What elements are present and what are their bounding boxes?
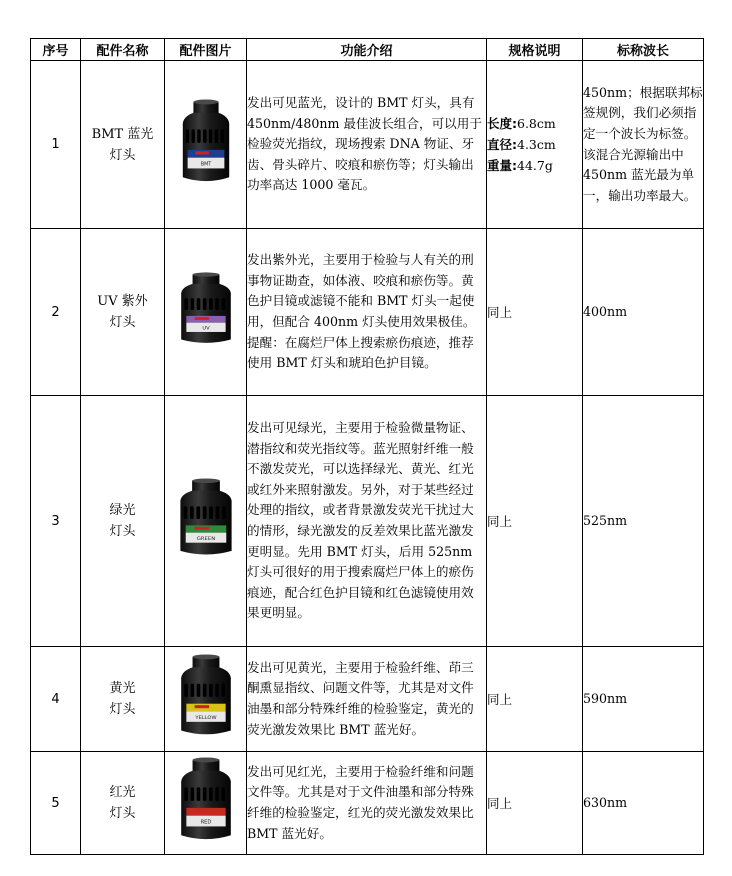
function-text: 发出可见黄光，主要用于检验纤维、茚三酮熏显指纹、问题文件等，尤其是对文件油墨和部分特殊纤维的检验鉴定，黄光的荧光激发效果比 BMT 蓝光好。 [247, 647, 487, 752]
spec-value: 4.3cm [517, 137, 556, 152]
table-row [31, 229, 704, 396]
row-number: 1 [31, 61, 81, 229]
accessory-name [81, 647, 165, 752]
spec-line-weight [487, 155, 582, 176]
accessory-image-cell [165, 61, 247, 229]
spec-label: 直径: [487, 137, 517, 152]
label-plate-text: UV [201, 326, 210, 332]
header-row [31, 39, 704, 61]
spec-value: 44.7g [517, 158, 553, 173]
spec-label: 重量: [487, 158, 517, 173]
accessory-name-line: 灯头 [109, 806, 136, 821]
accessory-name [81, 752, 165, 855]
accessory-name-line: 绿光 [109, 503, 136, 518]
table-row [31, 647, 704, 752]
accessory-name [81, 229, 165, 396]
row-number: 5 [31, 752, 81, 855]
spec-cell: 同上 [487, 647, 583, 752]
green-light-head-icon [174, 478, 238, 564]
light-head-picture [175, 757, 237, 845]
label-plate-text: YELLOW [194, 715, 217, 721]
accessory-table [30, 38, 704, 855]
table-row [31, 752, 704, 855]
spec-cell [487, 61, 583, 229]
yellow-light-head-icon [175, 654, 237, 744]
accessory-image-cell [165, 396, 247, 647]
bmt-blue-light-head-icon [177, 99, 235, 191]
row-number: 2 [31, 229, 81, 396]
spec-cell: 同上 [487, 229, 583, 396]
accessory-image-cell [165, 229, 247, 396]
table-row [31, 61, 704, 229]
red-light-head-icon [175, 757, 237, 849]
row-number: 4 [31, 647, 81, 752]
light-head-picture [175, 272, 237, 348]
header-function: 功能介绍 [247, 39, 487, 61]
accessory-name-line: 灯头 [109, 315, 136, 330]
accessory-name-line: 灯头 [109, 702, 136, 717]
uv-light-head-icon [175, 272, 237, 352]
wavelength-text: 590nm [583, 647, 704, 752]
function-text: 发出可见红光，主要用于检验纤维和问题文件等。尤其是对于文件油墨和部分特殊纤维的检验鉴定，红光的荧光激发效果比 BMT 蓝光好。 [247, 752, 487, 855]
header-image: 配件图片 [165, 39, 247, 61]
spec-cell: 同上 [487, 752, 583, 855]
function-text: 发出可见绿光，主要用于检验微量物证、潜指纹和荧光指纹等。蓝光照射纤维一般不激发荧光，可以选择绿光、黄光、红光或红外来照射激发。另外，对于某些经过处理的指纹，或者背景激发荧光干扰过大的情形，绿光激发的反差效果比蓝光激发更明显。先用 BMT 灯头，后用 525nm 灯头可很好的用于搜索腐烂尸体上的瘀伤痕迹，配合红色护目镜和红色滤镜使用效果更明显。 [247, 396, 487, 647]
wavelength-text: 630nm [583, 752, 704, 855]
header-spec: 规格说明 [487, 39, 583, 61]
header-no: 序号 [31, 39, 81, 61]
function-text: 发出紫外光，主要用于检验与人有关的刑事物证勘查，如体液、咬痕和瘀伤等。黄色护目镜或滤镜不能和 BMT 灯头一起使用，但配合 400nm 灯头使用效果极佳。提醒：在腐烂尸体上搜索瘀伤痕迹，推荐使用 BMT 灯头和琥珀色护目镜。 [247, 229, 487, 396]
accessory-name [81, 61, 165, 229]
header-name: 配件名称 [81, 39, 165, 61]
label-plate-text: GREEN [196, 536, 215, 542]
spec-line-length [487, 113, 582, 134]
accessory-name [81, 396, 165, 647]
accessory-name-line: BMT 蓝光 [91, 126, 154, 142]
accessory-image-cell [165, 752, 247, 855]
light-head-picture [177, 99, 235, 187]
wavelength-text: 400nm [583, 229, 704, 396]
spec-label: 长度: [487, 116, 517, 131]
label-plate-text: BMT [200, 160, 211, 168]
wavelength-text: 525nm [583, 396, 704, 647]
accessory-name-line: 灯头 [109, 147, 136, 163]
spec-value: 6.8cm [517, 116, 556, 131]
accessory-name-line: 黄光 [109, 681, 136, 696]
light-head-picture [174, 478, 238, 560]
wavelength-text: 450nm；根据联邦标签规例，我们必须指定一个波长为标签。该混合光源输出中 450nm 蓝光最为单一，输出功率最大。 [583, 61, 704, 229]
spec-cell: 同上 [487, 396, 583, 647]
header-wavelength: 标称波长 [583, 39, 704, 61]
accessory-name-line: 灯头 [109, 524, 136, 539]
accessory-image-cell [165, 647, 247, 752]
accessory-name-line: UV 紫外 [97, 294, 148, 309]
function-text: 发出可见蓝光，设计的 BMT 灯头，具有 450nm/480nm 最佳波长组合，可以用于检验荧光指纹，现场搜索 DNA 物证、牙齿、骨头碎片、咬痕和瘀伤等；灯头输出功率高达 1000 毫瓦。 [247, 61, 487, 229]
label-plate-text: RED [200, 819, 211, 826]
light-head-picture [175, 654, 237, 740]
spec-line-diameter [487, 134, 582, 155]
row-number: 3 [31, 396, 81, 647]
table-row [31, 396, 704, 647]
accessory-name-line: 红光 [109, 785, 136, 800]
